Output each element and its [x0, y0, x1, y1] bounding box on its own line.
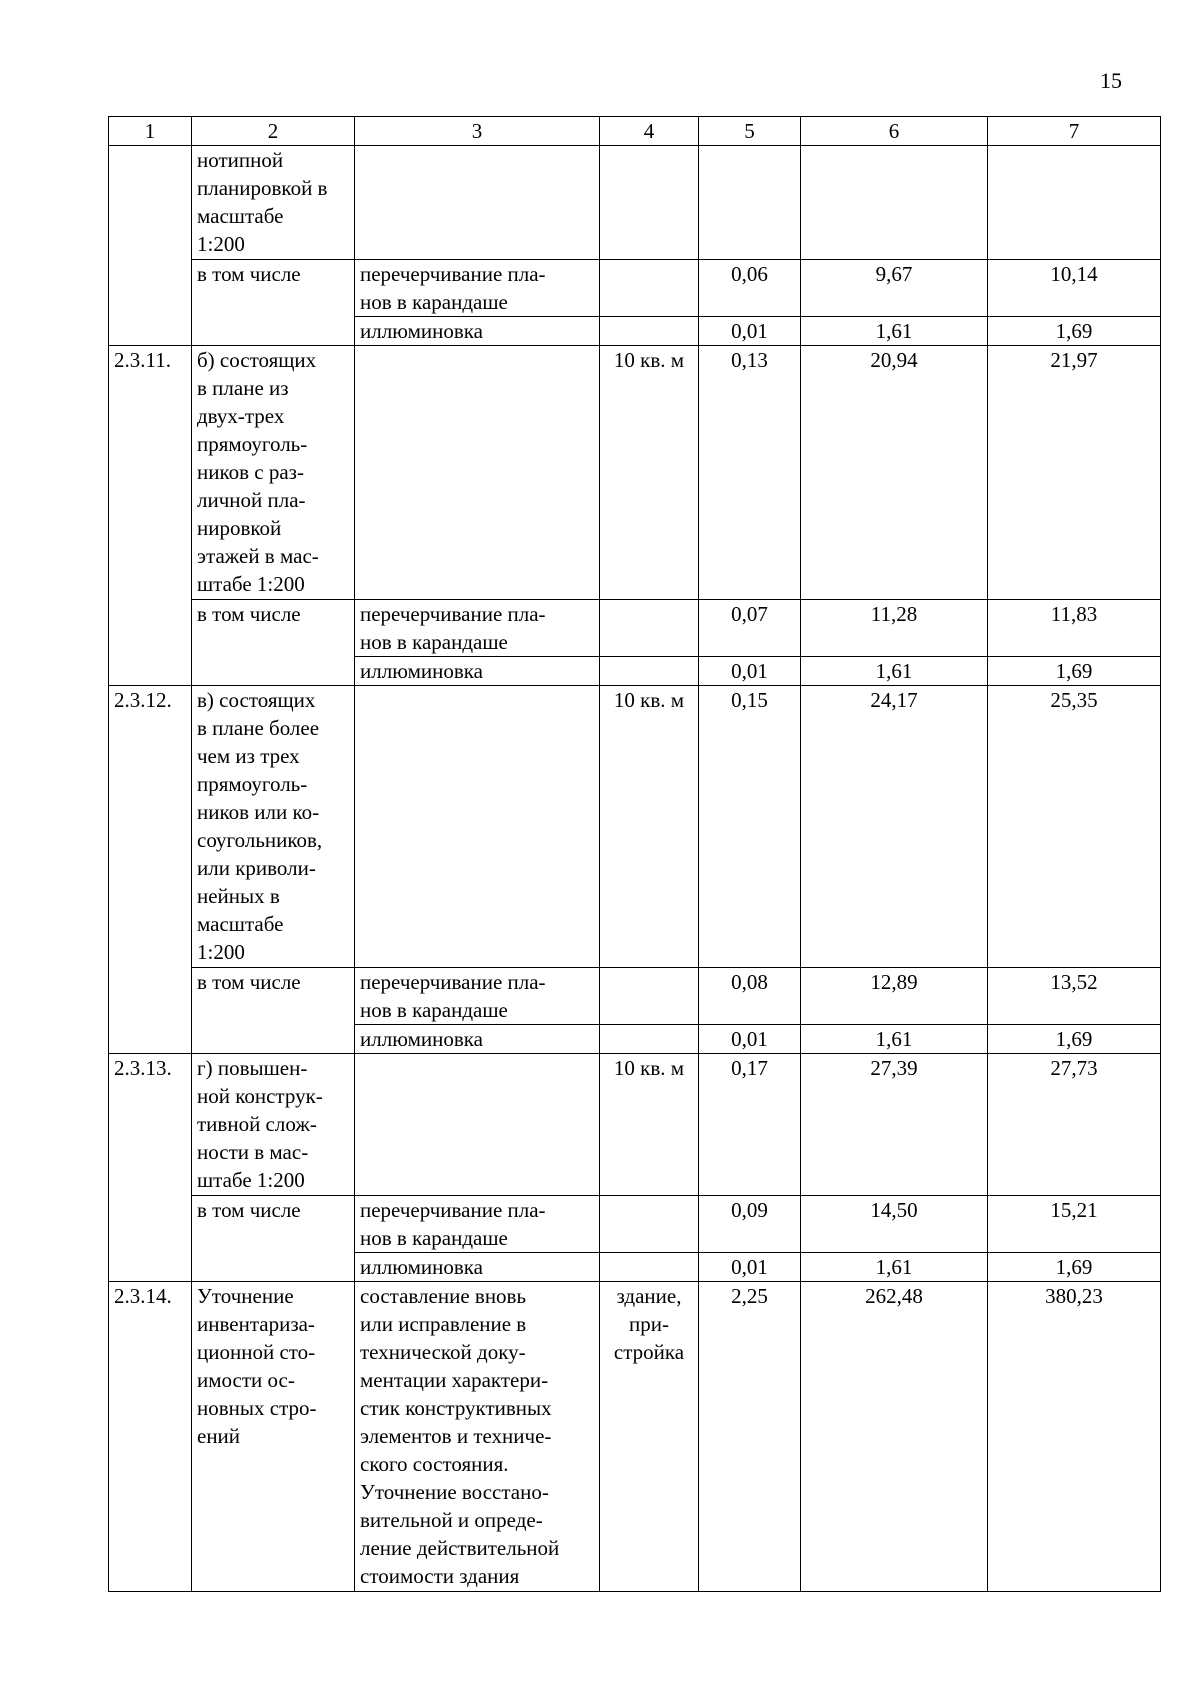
- value-col5: 0,13: [699, 346, 801, 600]
- page-number: 15: [1100, 68, 1122, 93]
- table-row: [109, 1282, 1161, 1592]
- unit-cell: 10 кв. м: [600, 346, 699, 600]
- value-col7: [988, 146, 1161, 260]
- unit-cell: [600, 1025, 699, 1054]
- header-cell: 4: [600, 117, 699, 146]
- unit-cell: [600, 317, 699, 346]
- item-number: [109, 146, 192, 346]
- value-col5: 0,08: [699, 968, 801, 1025]
- value-col7: 1,69: [988, 657, 1161, 686]
- unit-cell: [600, 600, 699, 657]
- table-row: [109, 346, 1161, 600]
- unit-cell: [600, 657, 699, 686]
- value-col6: [801, 146, 988, 260]
- work-cell: [355, 146, 600, 260]
- value-col5: 0,17: [699, 1054, 801, 1196]
- value-col7: 1,69: [988, 1253, 1161, 1282]
- item-name: нотипной планировкой в масштабе 1:200: [192, 146, 355, 260]
- value-col5: 0,15: [699, 686, 801, 968]
- item-number: 2.3.11.: [109, 346, 192, 686]
- work-description: иллюминовка: [355, 1025, 600, 1054]
- value-col5: 0,01: [699, 1025, 801, 1054]
- subitem-label: в том числе: [192, 1196, 355, 1282]
- value-col6: 1,61: [801, 317, 988, 346]
- work-description: иллюминовка: [355, 1253, 600, 1282]
- work-description: перечерчивание пла- нов в карандаше: [355, 260, 600, 317]
- header-cell: 6: [801, 117, 988, 146]
- value-col7: 1,69: [988, 317, 1161, 346]
- header-cell: 1: [109, 117, 192, 146]
- table-row: [109, 146, 1161, 260]
- value-col6: 14,50: [801, 1196, 988, 1253]
- work-description: иллюминовка: [355, 657, 600, 686]
- unit-cell: [600, 1253, 699, 1282]
- value-col7: 27,73: [988, 1054, 1161, 1196]
- subitem-label: в том числе: [192, 260, 355, 346]
- value-col6: 262,48: [801, 1282, 988, 1592]
- value-col7: 13,52: [988, 968, 1161, 1025]
- value-col7: 25,35: [988, 686, 1161, 968]
- item-name: г) повышен- ной конструк- тивной слож- ности в мас- штабе 1:200: [192, 1054, 355, 1196]
- value-col6: 24,17: [801, 686, 988, 968]
- item-name: Уточнение инвентариза- ционной сто- имости ос- новных стро- ений: [192, 1282, 355, 1592]
- item-name: в) состоящих в плане более чем из трех прямоуголь- ников или ко- соугольников, или криволи- нейных в масштабе 1:200: [192, 686, 355, 968]
- value-col7: 11,83: [988, 600, 1161, 657]
- table-row: [109, 260, 1161, 317]
- value-col6: 1,61: [801, 1253, 988, 1282]
- table-row: [109, 1054, 1161, 1196]
- header-cell: 5: [699, 117, 801, 146]
- table-row: [109, 600, 1161, 657]
- unit-cell: [600, 1196, 699, 1253]
- value-col6: 11,28: [801, 600, 988, 657]
- unit-cell: [600, 260, 699, 317]
- value-col6: 1,61: [801, 1025, 988, 1054]
- rates-table: [108, 116, 1161, 1592]
- value-col6: 20,94: [801, 346, 988, 600]
- header-cell: 2: [192, 117, 355, 146]
- value-col5: 0,06: [699, 260, 801, 317]
- subitem-label: в том числе: [192, 600, 355, 686]
- value-col6: 9,67: [801, 260, 988, 317]
- work-cell: [355, 346, 600, 600]
- value-col7: 1,69: [988, 1025, 1161, 1054]
- table-row: [109, 686, 1161, 968]
- header-cell: 7: [988, 117, 1161, 146]
- value-col5: 0,09: [699, 1196, 801, 1253]
- value-col7: 21,97: [988, 346, 1161, 600]
- work-description: перечерчивание пла- нов в карандаше: [355, 968, 600, 1025]
- unit-cell: [600, 968, 699, 1025]
- unit-cell: 10 кв. м: [600, 686, 699, 968]
- item-number: 2.3.14.: [109, 1282, 192, 1592]
- value-col7: 380,23: [988, 1282, 1161, 1592]
- value-col6: 27,39: [801, 1054, 988, 1196]
- work-cell: [355, 686, 600, 968]
- unit-cell: здание, при- стройка: [600, 1282, 699, 1592]
- unit-cell: 10 кв. м: [600, 1054, 699, 1196]
- work-description: составление вновь или исправление в технической доку- ментации характери- стик конструктивных элементов и техниче- ского состояния. Уточнение восстано- вительной и опреде- ление действительной стоимости здания: [355, 1282, 600, 1592]
- value-col5: [699, 146, 801, 260]
- work-description: перечерчивание пла- нов в карандаше: [355, 600, 600, 657]
- value-col5: 0,01: [699, 1253, 801, 1282]
- value-col6: 1,61: [801, 657, 988, 686]
- header-cell: 3: [355, 117, 600, 146]
- value-col7: 10,14: [988, 260, 1161, 317]
- table-row: [109, 968, 1161, 1025]
- value-col5: 2,25: [699, 1282, 801, 1592]
- work-cell: [355, 1054, 600, 1196]
- work-description: перечерчивание пла- нов в карандаше: [355, 1196, 600, 1253]
- item-number: 2.3.12.: [109, 686, 192, 1054]
- item-name: б) состоящих в плане из двух-трех прямоуголь- ников с раз- личной пла- нировкой этажей в мас- штабе 1:200: [192, 346, 355, 600]
- header-row: [109, 117, 1161, 146]
- item-number: 2.3.13.: [109, 1054, 192, 1282]
- work-description: иллюминовка: [355, 317, 600, 346]
- value-col7: 15,21: [988, 1196, 1161, 1253]
- value-col5: 0,01: [699, 657, 801, 686]
- unit-cell: [600, 146, 699, 260]
- value-col5: 0,07: [699, 600, 801, 657]
- subitem-label: в том числе: [192, 968, 355, 1054]
- table-row: [109, 1196, 1161, 1253]
- value-col5: 0,01: [699, 317, 801, 346]
- value-col6: 12,89: [801, 968, 988, 1025]
